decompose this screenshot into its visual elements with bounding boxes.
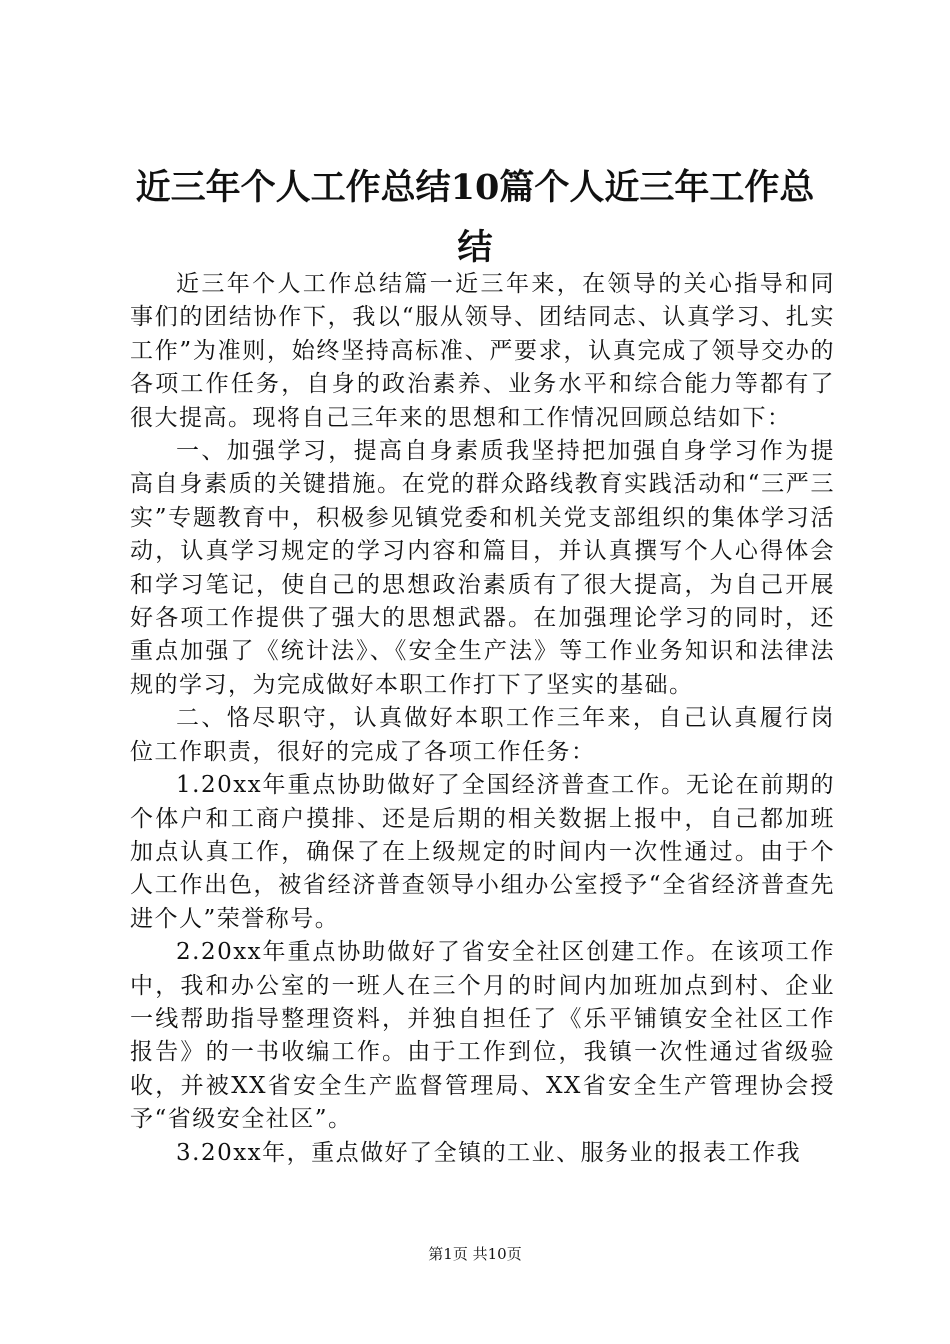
paragraph: 1.20xx年重点协助做好了全国经济普查工作。无论在前期的个体户和工商户摸排、还是后期的相关数据上报中，自己都加班加点认真工作，确保了在上级规定的时间内一次性通过。由于个人工作出色，被省经济普查领导小组办公室授予“全省经济普查先进个人”荣誉称号。 — [130, 772, 835, 932]
page-footer: 第1页 共10页 — [428, 1245, 522, 1263]
document-body — [130, 268, 835, 1170]
document-title: 近三年个人工作总结10篇个人近三年工作总结 — [135, 167, 815, 268]
paragraph: 3.20xx年，重点做好了全镇的工业、服务业的报表工作我 — [176, 1139, 802, 1166]
paragraph: 2.20xx年重点协助做好了省安全社区创建工作。在该项工作中，我和办公室的一班人在三个月的时间内加班加点到村、企业一线帮助指导整理资料，并独自担任了《乐平铺镇安全社区工作报告》的一书收编工作。由于工作到位，我镇一次性通过省级验收，并被XX省安全生产监督管理局、XX省安全生产管理协会授予“省级安全社区”。 — [130, 939, 835, 1133]
paragraph: 一、加强学习，提高自身素质我坚持把加强自身学习作为提高自身素质的关键措施。在党的群众路线教育实践活动和“三严三实”专题教育中，积极参见镇党委和机关党支部组织的集体学习活动，认真学习规定的学习内容和篇目，并认真撰写个人心得体会和学习笔记，使自己的思想政治素质有了很大提高，为自己开展好各项工作提供了强大的思想武器。在加强理论学习的同时，还重点加强了《统计法》、《安全生产法》等工作业务知识和法律法规的学习，为完成做好本职工作打下了坚实的基础。 — [130, 438, 835, 698]
paragraph: 二、恪尽职守，认真做好本职工作三年来，自己认真履行岗位工作职责，很好的完成了各项工作任务： — [130, 705, 835, 765]
paragraph: 近三年个人工作总结篇一近三年来，在领导的关心指导和同事们的团结协作下，我以“服从领导、团结同志、认真学习、扎实工作”为准则，始终坚持高标准、严要求，认真完成了领导交办的各项工作任务，自身的政治素养、业务水平和综合能力等都有了很大提高。现将自己三年来的思想和工作情况回顾总结如下： — [130, 271, 835, 431]
